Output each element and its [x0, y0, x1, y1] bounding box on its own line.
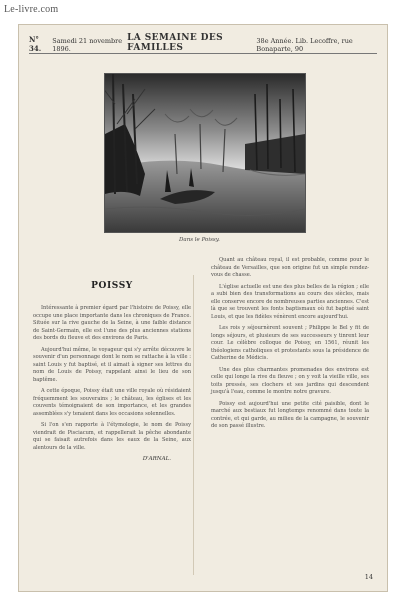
- issue-date: Samedi 21 novembre 1896.: [52, 37, 123, 53]
- page-number: 14: [364, 573, 373, 581]
- article-paragraph: Les rois y séjournèrent souvent ; Philippe le Bel y fit de longs séjours, et plusieurs de ses successeurs y tinrent leur cour. Le célèbre colloque de Poissy, en 1561, réunit les théologiens catholiques et protestants sous la présidence de Catherine de Médicis.: [211, 325, 369, 361]
- article-paragraph: Aujourd'hui même, le voyageur qui s'y arrête découvre le souvenir d'un personnage dont le nom se rattache à la ville : saint Louis y fut baptisé, et il aimait à signer ses lettres du nom de Louis de Poissy, rappelant ainsi le lieu de son baptême.: [33, 346, 191, 383]
- publication-title: LA SEMAINE DES FAMILLES: [127, 33, 224, 53]
- issue-number: N° 34.: [29, 35, 42, 53]
- article-paragraph: Intéressante à premier égard par l'histoire de Poissy, elle occupe une place importante dans les chroniques de France. Située sur la rive gauche de la Seine, à une faible distance de Saint-Germain, elle est l'une des plus anciennes stations des bords du fleuve et des environs de Paris.: [33, 305, 191, 341]
- watermark-text: Le-livre.com: [4, 4, 59, 15]
- article-paragraph: Une des plus charmantes promenades des environs est celle qui longe la rive du fleuve ; on y voit la vieille ville, ses toits pressés, ses clochers et ses jardins qui descendent jusqu'à l'eau, comme le montre notre gravure.: [211, 366, 369, 395]
- article-paragraph: Poissy est aujourd'hui une petite cité paisible, dont le marché aux bestiaux fut longtemps renommé dans toute la contrée, et qui garde, au milieu de la campagne, le souvenir de son passé illustre.: [211, 400, 369, 429]
- article-title: POISSY: [91, 281, 133, 291]
- column-divider: [193, 275, 194, 575]
- engraving-image: [105, 74, 305, 232]
- article-paragraph: L'église actuelle est une des plus belles de la région ; elle a subi bien des transformations au cours des siècles, mais elle conserve encore de nombreuses parties anciennes. C'est là que se trouvent les fonts baptismaux où fut baptisé saint Louis, et que les fidèles vénèrent encore aujourd'hui.: [211, 283, 369, 320]
- article-paragraph: Quant au château royal, il est probable, comme pour le château de Versailles, que son origine fut un simple rendez-vous de chasse.: [211, 257, 369, 278]
- illustration-caption: Dans le Poissy.: [179, 237, 220, 243]
- article-paragraph: Si l'on s'en rapporte à l'étymologie, le nom de Poissy viendrait de Pisciacum, et rappellerait la pêche abondante qui se faisait autrefois dans les eaux de la Seine, aux alentours de la ville.: [33, 422, 191, 451]
- article-paragraph: A cette époque, Poissy était une ville royale où résidaient fréquemment les souverains ; le château, les églises et les couvents témoignaient de son importance, et les grandes assemblées s'y tenaient dans les occasions solennelles.: [33, 388, 191, 417]
- river-engraving: [104, 73, 306, 233]
- article-left-column: [33, 257, 191, 462]
- running-header: [29, 33, 377, 54]
- header-right-text: 38e Année. Lib. Lecoffre, rue Bonaparte, 90: [256, 37, 353, 53]
- article-right-column: [211, 257, 369, 435]
- magazine-page: [18, 24, 388, 592]
- author-signature: D'ARNAL.: [142, 456, 171, 462]
